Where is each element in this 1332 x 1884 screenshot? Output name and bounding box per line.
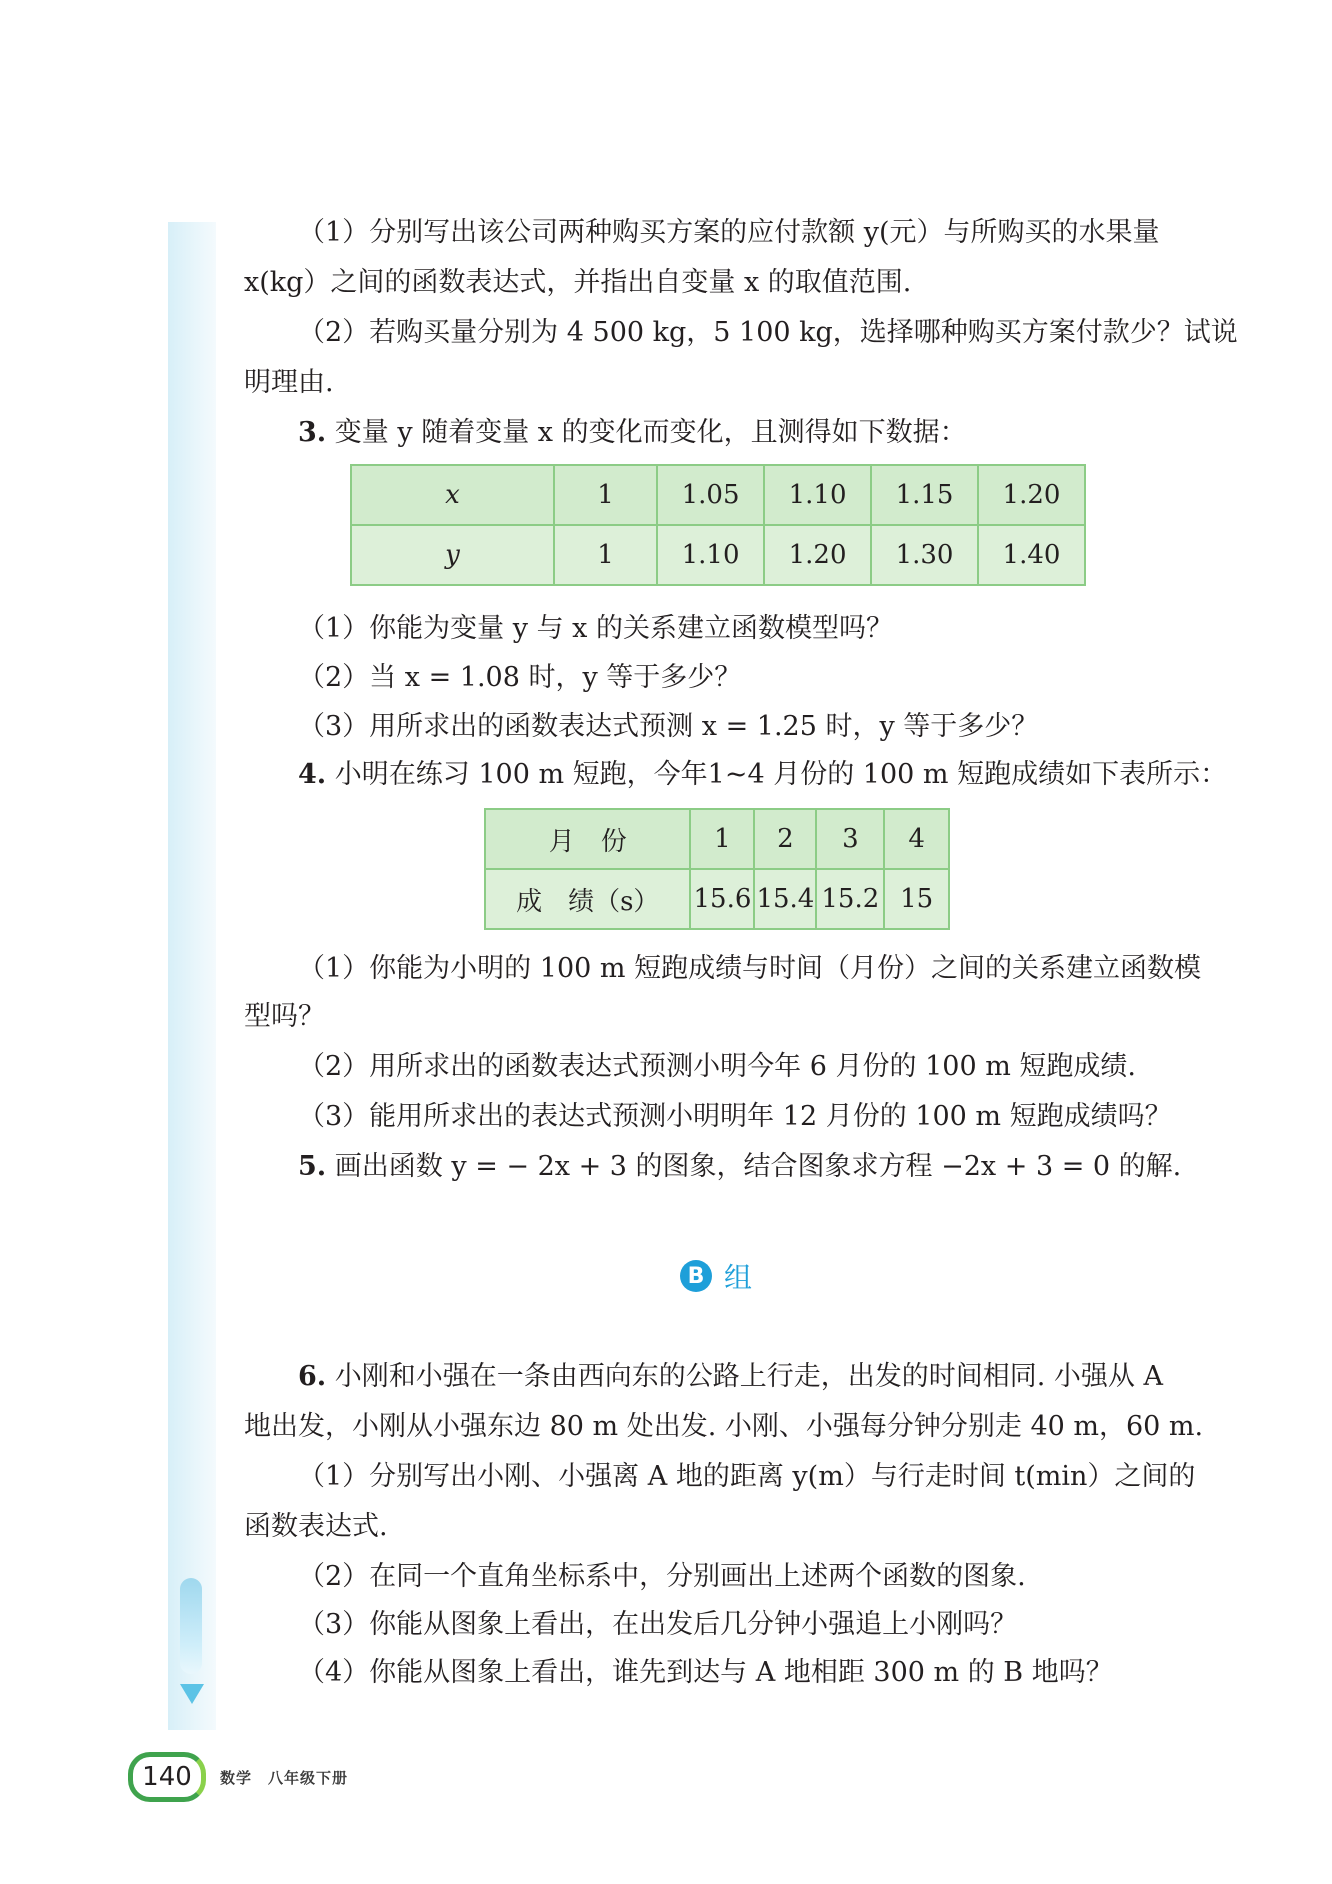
q2-part2-line2: 明理由.	[244, 367, 334, 398]
table-cell: 3	[816, 809, 884, 869]
table-cell: 月 份	[485, 809, 690, 869]
margin-capsule-decoration	[180, 1578, 202, 1674]
table-cell: 1.10	[657, 525, 764, 585]
q4-part1-line2: 型吗？	[244, 1001, 325, 1032]
table-row	[351, 525, 1085, 585]
table-cell: 成 绩（s）	[485, 869, 690, 929]
question-text: 变量 y 随着变量 x 的变化而变化，且测得如下数据：	[326, 417, 967, 448]
book-title: 数学 八年级下册	[220, 1768, 349, 1787]
q4-part3: （3）能用所求出的表达式预测小明明年 12 月份的 100 m 短跑成绩吗？	[298, 1101, 1172, 1132]
q3-part3: （3）用所求出的函数表达式预测 x = 1.25 时，y 等于多少？	[298, 711, 1039, 742]
section-heading-b	[680, 1256, 752, 1296]
table-row	[485, 809, 949, 869]
question-number: 5.	[298, 1151, 327, 1182]
page-number: 140	[128, 1752, 206, 1802]
question-4	[298, 758, 1227, 792]
table-cell: 1.10	[764, 465, 871, 525]
down-arrow-icon	[180, 1684, 204, 1704]
question-number: 3.	[298, 417, 327, 448]
table-cell: 1	[554, 465, 657, 525]
q2-part1-line1: （1）分别写出该公司两种购买方案的应付款额 y(元）与所购买的水果量	[298, 217, 1160, 248]
table-cell: 1	[554, 525, 657, 585]
question-6-line1	[298, 1360, 1163, 1394]
data-table-3	[350, 464, 1086, 586]
table-row	[485, 869, 949, 929]
table-cell: 1	[690, 809, 754, 869]
table-cell: 1.40	[978, 525, 1085, 585]
margin-sidebar	[168, 222, 216, 1730]
table-cell: y	[351, 525, 554, 585]
table-cell: 2	[754, 809, 816, 869]
section-label: 组	[724, 1261, 753, 1294]
q4-part1-line1: （1）你能为小明的 100 m 短跑成绩与时间（月份）之间的关系建立函数模	[298, 953, 1202, 984]
page-footer	[128, 1754, 348, 1800]
question-3	[298, 416, 967, 450]
table-cell: 15.6	[690, 869, 754, 929]
table-cell: 15	[884, 869, 949, 929]
table-cell: 4	[884, 809, 949, 869]
table-cell: 1.20	[978, 465, 1085, 525]
table-cell: 1.30	[871, 525, 978, 585]
table-cell: 1.15	[871, 465, 978, 525]
table-cell: x	[351, 465, 554, 525]
question-5	[298, 1150, 1181, 1184]
q6-part1-line2: 函数表达式.	[244, 1511, 388, 1542]
table-cell: 15.4	[754, 869, 816, 929]
question-text: 小明在练习 100 m 短跑，今年1~4 月份的 100 m 短跑成绩如下表所示：	[326, 759, 1228, 790]
q6-part4: （4）你能从图象上看出，谁先到达与 A 地相距 300 m 的 B 地吗？	[298, 1657, 1113, 1688]
question-number: 4.	[298, 759, 327, 790]
q6-part3: （3）你能从图象上看出，在出发后几分钟小强追上小刚吗？	[298, 1609, 1018, 1640]
q2-part2-line1: （2）若购买量分别为 4 500 kg，5 100 kg，选择哪种购买方案付款少？试说	[298, 317, 1238, 348]
data-table-4	[484, 808, 950, 930]
table-row	[351, 465, 1085, 525]
q4-part2: （2）用所求出的函数表达式预测小明今年 6 月份的 100 m 短跑成绩.	[298, 1051, 1136, 1082]
q3-part2: （2）当 x = 1.08 时，y 等于多少？	[298, 662, 742, 693]
section-badge: B	[680, 1260, 712, 1292]
q6-part1-line1: （1）分别写出小刚、小强离 A 地的距离 y(m）与行走时间 t(min）之间的	[298, 1461, 1196, 1492]
question-number: 6.	[298, 1361, 327, 1392]
table-cell: 1.20	[764, 525, 871, 585]
table-cell: 15.2	[816, 869, 884, 929]
q3-part1: （1）你能为变量 y 与 x 的关系建立函数模型吗？	[298, 613, 893, 644]
q6-part2: （2）在同一个直角坐标系中，分别画出上述两个函数的图象.	[298, 1561, 1026, 1592]
q2-part1-line2: x(kg）之间的函数表达式，并指出自变量 x 的取值范围.	[244, 267, 912, 298]
table-cell: 1.05	[657, 465, 764, 525]
question-6-line2: 地出发，小刚从小强东边 80 m 处出发. 小刚、小强每分钟分别走 40 m，60 m.	[244, 1411, 1204, 1442]
question-text: 小刚和小强在一条由西向东的公路上行走，出发的时间相同. 小强从 A	[326, 1361, 1164, 1392]
question-text: 画出函数 y = − 2x + 3 的图象，结合图象求方程 −2x + 3 = 0 的解.	[326, 1151, 1182, 1182]
